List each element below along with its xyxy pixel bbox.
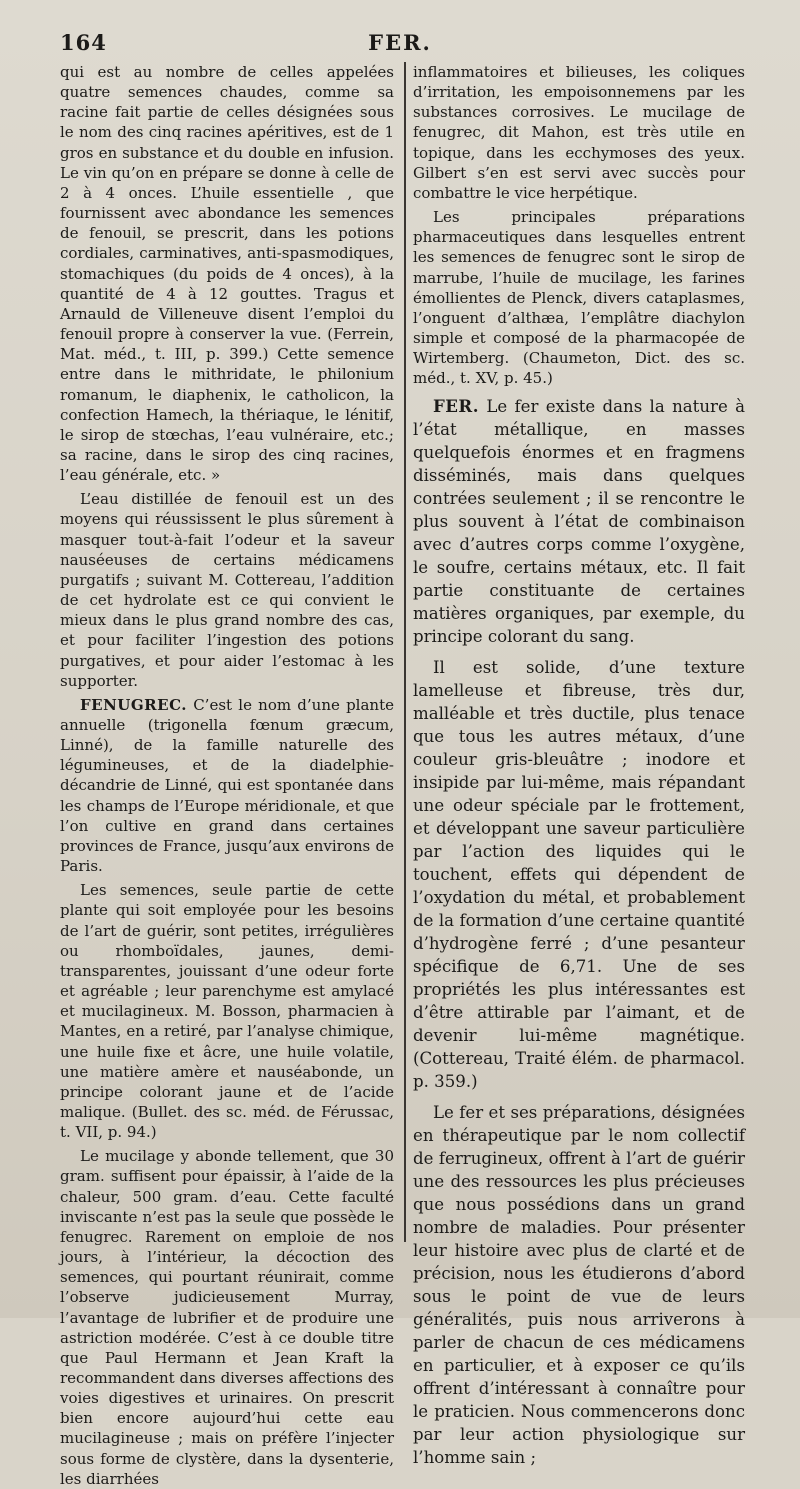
fenugrec-entry [60, 695, 394, 876]
column-divider [404, 62, 406, 1242]
right-column [413, 62, 745, 1469]
fenugrec-headword: FENUGREC. [80, 695, 187, 714]
page-header [0, 30, 800, 60]
running-title: FER. [368, 30, 432, 55]
left-paragraph-2: L’eau distillée de fenouil est un des moyens qui réussissent le plus sûrement à masquer tout-à-fait l’odeur et la saveur nauséeuses de certains médicamens purgatifs ; suivant M. Cottereau, l’addition de cet hydrolate est ce qui convient le mieux dans le plus grand nombre des cas, et pour faciliter l’ingestion des potions purgatives, et pour aider l’estomac à les supporter. [60, 490, 394, 690]
right-paragraph-5: Le fer et ses préparations, désignées en thérapeutique par le nom collectif de ferrugineux, offrent à l’art de guérir une des ressources les plus précieuses que nous possédions dans un grand nombre de maladies. Pour présenter leur histoire avec plus de clarté et de précision, nous les étudierons d’abord sous le point de vue de leurs généralités, puis nous arriverons à parler de chacun de ces médicamens en particulier, et à exposer ce qu’ils offrent d’intéressant à connaître pour le praticien. Nous commencerons donc par leur action physiologique sur l’homme sain ; [413, 1102, 745, 1467]
fer-entry [413, 395, 745, 648]
fer-article [413, 395, 745, 1469]
fer-entry-text: Le fer existe dans la nature à l’état métallique, en masses quelquefois énormes et en fragmens disséminés, mais dans quelques contrées seulement ; il se rencontre le plus souvent à l’état de combinaison avec d’autres corps comme l’oxygène, le soufre, certains métaux, etc. Il fait partie constituante de certaines matières organiques, par exemple, du principe colorant du sang. [413, 396, 745, 646]
left-paragraph-4: Les semences, seule partie de cette plante qui soit employée pour les besoins de l’art de guérir, sont petites, irrégulières ou rhomboïdales, jaunes, demi-transparentes, jouissant d’une odeur forte et agréable ; leur parenchyme est amylacé et mucilagineux. M. Bosson, pharmacien à Mantes, en a retiré, par l’analyse chimique, une huile fixe et âcre, une huile volatile, une matière amère et nauséabonde, un principe colorant jaune et de l’acide malique. (Bullet. des sc. méd. de Férussac, t. VII, p. 94.) [60, 881, 394, 1142]
left-paragraph-5: Le mucilage y abonde tellement, que 30 gram. suffisent pour épaissir, à l’aide de la chaleur, 500 gram. d’eau. Cette faculté inviscante n’est pas la seule que possède le fenugrec. Rarement on emploie de nos jours, à l’intérieur, la décoction des semences, qui pourtant réunirait, comme l’observe judicieusement Murray, l’avantage de lubrifier et de produire une astriction modérée. C’est à ce double titre que Paul Hermann et Jean Kraft la recommandent dans diverses affections des voies digestives et urinaires. On prescrit bien encore aujourd’hui cette eau mucilagineuse ; mais on préfère l’injecter sous forme de clystère, dans la dysenterie, les diarrhées [60, 1147, 394, 1488]
right-paragraph-1: inflammatoires et bilieuses, les coliques d’irritation, les empoisonnemens par les substances corrosives. Le mucilage de fenugrec, dit Mahon, est très utile en topique, dans les ecchymoses des yeux. Gilbert s’en est servi avec succès pour combattre le vice herpétique. [413, 63, 745, 202]
right-paragraph-4: Il est solide, d’une texture lamelleuse et fibreuse, très dur, malléable et très ductile, plus tenace que tous les autres métaux, d’une couleur gris-bleuâtre ; inodore et insipide par lui-même, mais répandant une odeur spéciale par le frottement, et développant une saveur particulière par l’action des liquides qui le touchent, effets qui dépendent de l’oxydation du métal, et probablement de la formation d’une certaine quantité d’hydrogène ferré ; d’une pesanteur spécifique de 6,71. Une de ses propriétés les plus intéressantes est d’être attirable par l’aimant, et de devenir lui-même magnétique. (Cottereau, Traité élém. de pharmacol. p. 359.) [413, 657, 745, 1091]
page-number: 164 [60, 30, 107, 55]
left-paragraph-1: qui est au nombre de celles appelées quatre semences chaudes, comme sa racine fait partie de celles désignées sous le nom des cinq racines apéritives, est de 1 gros en substance et du double en infusion. Le vin qu’on en prépare se donne à celle de 2 à 4 onces. L’huile essentielle , que fournissent avec abondance les semences de fenouil, se prescrit, dans les potions cordiales, carminatives, anti-spasmodiques, stomachiques (du poids de 4 onces), à la quantité de 4 à 12 gouttes. Tragus et Arnauld de Villeneuve disent l’emploi du fenouil propre à conserver la vue. (Ferrein, Mat. méd., t. III, p. 399.) Cette semence entre dans le mithridate, le philonium romanum, le diaphenix, le catholicon, la confection Hamech, la thériaque, le lénitif, le sirop de stœchas, l’eau vulnéraire, etc.; sa racine, dans le sirop des cinq racines, l’eau générale, etc. » [60, 63, 394, 485]
right-paragraph-2: Les principales préparations pharmaceutiques dans lesquelles entrent les semences de fenugrec sont le sirop de marrube, l’huile de mucilage, les farines émollientes de Plenck, divers cataplasmes, l’onguent d’althæa, l’emplâtre diachylon simple et composé de la pharmacopée de Wirtemberg. (Chaumeton, Dict. des sc. méd., t. XV, p. 45.) [413, 208, 745, 388]
fenugrec-entry-text: C’est le nom d’une plante annuelle (trigonella fœnum græcum, Linné), de la famille naturelle des légumineuses, et de la diadelphie-décandrie de Linné, qui est spontanée dans les champs de l’Europe méridionale, et que l’on cultive en grand dans certaines provinces de France, jusqu’aux environs de Paris. [60, 695, 394, 876]
fer-headword: FER. [433, 395, 479, 416]
left-column [60, 62, 394, 1489]
